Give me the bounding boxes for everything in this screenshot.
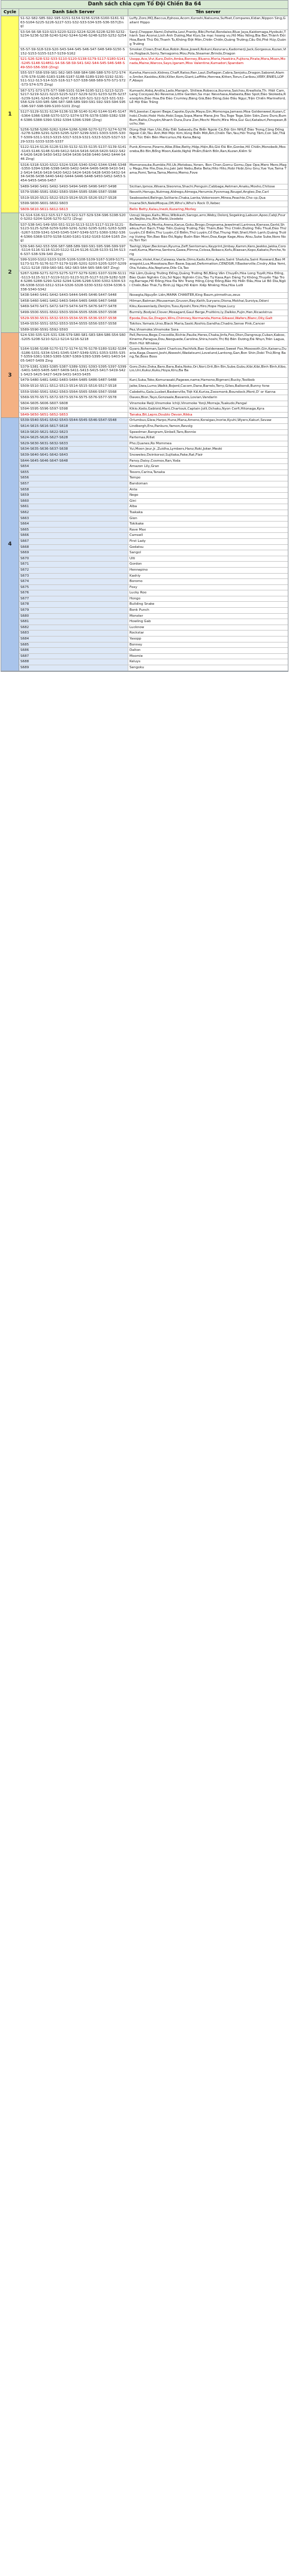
table-row (19, 487, 288, 493)
server-names-cell: Nosegta,Nguyễn Liên,MAMA CHANTER,King Baum,pirmethus,zeus (130, 293, 240, 298)
server-names-cell: Seaboasted,Belingo,Solitarie,Chaka,Lanka,Vokorsoom,Minea,Peachie,Cho cp,Qua (130, 196, 266, 200)
server-names-cell: Vinsmoke Reiji,Vinsmoke Ichiji,Vinsmoke Yonji,Morraja,Tuakudo,Pangal (130, 401, 247, 405)
server-names-cell: Moomie (128, 654, 288, 659)
server-names-cell: Smoker,Clown,Enel,Kue,Robin,Rose,Jowell,Rokuni,Kezuraru,Kadomerji,Jack,Gorgeous,Kuzan,Vice,Hogback,Sorry,Tamagomo,Mou,Pola,Steamer,Brindo,Dragon (130, 48, 287, 56)
server-list-cell: S674 (19, 579, 128, 584)
server-list-cell: S678 (19, 602, 128, 607)
server-names-cell: Epoda,Dos,Go,Dragon,Wiru,Chimney,Normanda,Home,Gibassi,Wafers,Blanc,Oily,Galt (130, 316, 273, 320)
server-list-cell: S24-S30-S35-S25-S31-S36-S79-S80-S81-S83-S84-S86-S54-S60-S205-S208-S210-S212-S214-S216-S218 (19, 333, 128, 346)
server-list-cell: S499-S500-S501-S502-S503-S504-S505-S506-S507-S508 (19, 310, 128, 316)
server-list-cell: S67-S71-S73-S75-S77-S98-S101-S194-S195-S211-S213-S215-S217-S219-S221-S223-S225-S227-S229-S231-S233-S235-S237-S239-S241-S243-S245-S247 (S18-S20-S21-S22-S23-S31-S32-S58-S29-S30-S85-S86-S87-S88-S89-S90-S91-S92-S93-S94-S95-S96-S97-S98-S99-S100-S101 Zing) (19, 89, 128, 110)
server-list-cell: S599-S600-S601-S602-S603 (19, 201, 128, 207)
table-row (19, 545, 288, 551)
table-row (19, 16, 288, 30)
group-rows (19, 418, 288, 670)
table-row (19, 333, 288, 347)
header-servers: Danh Sách Server (19, 9, 128, 16)
table-row (19, 435, 288, 441)
server-list-cell: S458-S460-S461-S462-S463-S464-S465-S466-S467-S468 (19, 299, 128, 304)
table-row (19, 418, 288, 424)
table-row (19, 619, 288, 625)
server-list-cell: S688 (19, 659, 128, 665)
table-row (19, 316, 288, 322)
server-list-cell: S666 (19, 533, 128, 538)
server-list-cell: S21-S26-S28-S32-S33-S110-S120-S138-S179-S117-S180-S141-S245-S148-S148S1-S4-S6-S8-S9-S41-S42-S44-S45-S46-S48-S49-S50-S56-S58 (Zing) (19, 57, 128, 70)
table-row (19, 190, 288, 196)
table-row (19, 475, 288, 481)
table-row (19, 347, 288, 364)
table-row (19, 596, 288, 602)
table-row (19, 430, 288, 436)
server-list-cell: S3-S4-S6-S8-S10-S13-S220-S222-S224-S226-S228-S230-S232-S234-S236-S238-S240-S242-S244-S246-S248-S250-S252-S254 (19, 30, 128, 47)
table-row (19, 201, 288, 207)
server-names-cell: Belleeneo,Oj,Morita,Arena,Karue,Goku,Brogo,Orognama,Jewelmeil,Larirova,Kiensse,Gerld,Shaikua,Puri Bạch,Tháp Tiền,Quảng Trường,Tiệc Thám,Bảo Thủ Chiến,Đường Tiểu Thuế,Đảo Thứ Luyện,Cổ Biểm,Thư Luyện,Cổ Biểm,Thứ Luyện,Cổ Đại,Thung Hiệt,Sheil,Hình Lạnh,Quảng Trường Vương Tôn,Bao Bảo Đỏ,Ngày Buôn Bán Moni,Doa,Kage Kage,Atsu Atsu,Suke Suke,Noro Noro,Tori Tori (130, 223, 287, 243)
server-names-cell: Bello Betty,Kalau,Inezk,Kuzaring,Morley (130, 207, 197, 211)
server-list-cell: S519-S520-S521-S522-S523-S524-S525-S526-S527-S528 (19, 196, 128, 201)
server-names-cell: Orlumbus,Glew,Harpo,Hune,Mana,Ameno,Koraigas,Inoriw,Kyuhi,Wyers,Kakuri,Sevaw (128, 418, 288, 423)
table-row (19, 47, 288, 57)
server-list-cell: S469-S470-S471-S472-S473-S474-S475-S476-S477-S478 (19, 304, 128, 310)
server-names-cell: Alba (128, 504, 288, 510)
server-names-cell: Cabdettu,Gala,Lusbet,Baskerville,Tiệt Kế,Kuriza,Zoosmonk,Boundock,Mont,D' or Kanna (130, 390, 276, 394)
table-row (19, 510, 288, 516)
table-row (19, 665, 288, 671)
table-row (19, 602, 288, 608)
server-list-cell: S379-S381-S383-S385-S387-S389-S391-S393-S395-S397-S399-S401-S403-S405-S407-S409-S411-S413-S415-S417-S419-S421-S423-S425-S427-S429-S431-S433-S435 (19, 365, 128, 378)
table-row (19, 550, 288, 556)
server-list-cell: S267-S269-S271-S273-S275-S277-S279-S281-S107-S109-S111-S113-S115-S117-S119-S121-S123-S125-S127-S129-S282-S284-S286-S288-S290-S292-S294-S296-S298-S300-S302-S304-S306-S308-S310-S312-S314-S326-S328-S330-S332-S334-S336-S338-S340-S342 (19, 271, 128, 292)
server-names-cell: Gini (128, 499, 288, 504)
server-names-cell: Partemas,Rillet (128, 435, 288, 441)
server-names-cell: Tashigi,Viper,Beckman,Ryuma,Zeff,Sentomaru,Keyprint,Jimbay,Kamm,Kero,Jeekko,Jakka,Coronadi,Kuma,Marima,Sentora,Gawa,Plimna,Colosa,Robaco,Kofu,Blaesan,Kopo,Kabato,Porche,Yorig (130, 244, 286, 256)
server-list-cell: S669 (19, 550, 128, 556)
cycle-group (1, 16, 288, 213)
server-list-cell: S667 (19, 539, 128, 544)
table-row (19, 562, 288, 568)
server-names-cell: Rave Max (128, 528, 288, 533)
cycle-number: 2 (1, 213, 19, 333)
table-row (19, 71, 288, 88)
server-names-cell: Hennepino (128, 568, 288, 573)
server-list-cell: S559-S560-S561-S562-S563-S564-S565-S566-S567-S568 (19, 390, 128, 395)
table-row (19, 654, 288, 660)
table-row (19, 608, 288, 614)
table-row (19, 504, 288, 510)
cycle-group (1, 418, 288, 671)
server-list-cell: S679 (19, 608, 128, 613)
server-names-cell: Rockstar (128, 631, 288, 636)
group-rows (19, 333, 288, 417)
table-row (19, 378, 288, 384)
server-names-cell: Tsakaka (128, 510, 288, 516)
server-names-cell: Luffy,Zoro,MQ,Baccus,Ephoss,Acorn,Kuroshi,Natsume,Suffset,Compares,Kidan,Nippon Sing,Gallant Hippo (130, 17, 286, 25)
server-names-cell: Sengoku (128, 665, 288, 671)
table-row (19, 293, 288, 299)
table-row (19, 533, 288, 539)
server-list-cell: S668 (19, 545, 128, 550)
server-names-cell: Howling Gab (128, 619, 288, 625)
cycle-groups (1, 16, 288, 671)
server-list-cell: S634-S635-S636-S637-S638 (19, 447, 128, 452)
table-row (19, 453, 288, 459)
server-list-cell: S609-S610-S611-S612-S613 (19, 207, 128, 213)
server-names-cell: Tanaka,Bit,Lepro,Doublo Devon,Rikka (130, 413, 192, 417)
server-names-cell: Tesoro,Carina,Tanaka (128, 470, 288, 475)
server-names-cell: Kikio,Kodo,Gabloid,Mani,Chartouk,Captain Jolli,Ochaku,Nyon Cerfi,Hitonaga,Kyra (130, 407, 264, 411)
table-row (19, 145, 288, 162)
table-row (19, 407, 288, 413)
server-names-cell: Miyune,Violet,Kiwi,Calaway,Vaela,Olmo,Kado,Kimy,Ayato,Saint Shalulia,Saint Rosward,Bao Marogold,Lua,Mosokaza,Bon Basw,Squad,Deformation,CENDSIR,Y.Baskerville,Cindry,Alba Yemi,Ota,Yulaku,Ala,Neptune,Dile Cà,Tao (130, 258, 287, 270)
server-list-cell: S657 (19, 481, 128, 487)
server-list-cell: S639-S640-S641-S642-S643 (19, 453, 128, 458)
server-list-cell: S659 (19, 493, 128, 498)
server-list-cell: S683 (19, 631, 128, 636)
server-list-cell: S677 (19, 596, 128, 602)
table-row (19, 441, 288, 447)
server-names-cell: Hilman,Batman,Mouseman,Gruvon,Ray,Keith,Suryans,Otona,Mokhai,Suroiya,Odoni (130, 299, 269, 303)
server-list-cell: S589-S590-S591-S592-S593 (19, 328, 128, 333)
server-names-cell: Tempo (128, 475, 288, 481)
server-names-cell: Yui,Moon Jeur,Jr.,Zuidha,Lymbers,Hanz,Roki,Joker,Meoki (128, 447, 288, 452)
table-row (19, 481, 288, 487)
server-names-cell: Gion (128, 516, 288, 522)
server-names-cell: Daves,Bion,Tayo,Gonzaale,Bavarois,Lovian,Vandarin (130, 396, 218, 400)
server-list-cell: S529-S530-S531-S532-S533-S534-S535-S536-S537-S538 (19, 316, 128, 322)
table-row (19, 89, 288, 110)
server-list-cell: S661 (19, 504, 128, 510)
server-names-cell: Camsell (128, 533, 288, 538)
table-row (19, 196, 288, 202)
server-list-cell: S624-S625-S626-S627-S628 (19, 435, 128, 441)
table-row (19, 516, 288, 522)
table-row (19, 568, 288, 574)
table-row (19, 328, 288, 333)
server-names-cell: Ante (128, 487, 288, 493)
server-list-cell: S55-S57-S58-S59-S61-S62-S65-S68-S84-S86-S88-S70-S72-S74-S76-S78-S180-S183-S186-S187-S188-S189-S190-S192-S191-S11-S12-S13-S14-S15-S16-S17-S37-S38-S68-S69-S70-S71-S72-S73-S74-S75 Zing) (19, 71, 128, 87)
server-names-cell: Amazon Lily,Gran (128, 464, 288, 469)
server-list-cell: S579-S580-S581-S582-S583-S584-S585-S586-S587-S588 (19, 190, 128, 195)
table-row (19, 579, 288, 585)
table-row (19, 648, 288, 654)
table-row (19, 223, 288, 244)
table-row (19, 244, 288, 258)
server-names-cell: Tokikake (128, 522, 288, 527)
table-row (19, 631, 288, 637)
server-list-cell: S614-S615-S616-S617-S618 (19, 424, 128, 429)
server-names-cell: Keluys (128, 659, 288, 665)
table-row (19, 464, 288, 470)
table-row (19, 470, 288, 476)
table-row (19, 585, 288, 591)
server-names-cell: Yasopp (128, 637, 288, 642)
server-names-cell: Kureha,Hancock,Kidney,Chaff,Ratso,Ren,Laut,Doflagon,Cabra,Senjoku,Dragon,Saboret,Alamo,Smiler,Kasidou,Kilki,Killer,Kom,Giant,Laffitte,Henrwa,Kitten,Torun,Caribou,VERY,ENIES,LOFF,Abayo (130, 71, 284, 83)
server-names-cell: Bonney (128, 643, 288, 648)
server-names-cell: Pell,Perona,Bege,Crocodile,Richie,Paulie,Heres,Chaka,Jinfa,Foo,Oton,Dangroup,Cuban,Kaboo,Kinemo,Paragua,Dou,Neoguede,Caroline,Shira,hoshi,Thị Bộ Bên Dương,Đá Nhụn,Trên Lagua,Đinh Hút Whiskey (130, 334, 285, 346)
table-row (19, 499, 288, 505)
server-names-cell: Jaike,Siwa,Lumo,Walkk,Bojerd,Cacom,Dane,Barrels,Terry,Gites,Balkondi,Bunny fone (130, 384, 270, 388)
cycle-number: 4 (1, 418, 19, 670)
server-list-cell: S681 (19, 619, 128, 625)
server-names-cell: Foxy (128, 585, 288, 590)
server-list-cell: S316-S318-S320-S322-S324-S326-S340-S342-S344-S346-S348-S350-S394-S396-S398-S400-S402-S404-S406-S408-S410-S412-S414-S416-S418-S420-S422-S424-S426-S428-S430-S432-S434-S436-S438-S440-S442-S444-S446-S448-S450-S452-S453-S454-S455-S456-S457 (19, 163, 128, 184)
sheet-title: Danh sách chia cụm Tổ Đội Chiến Ba 64 (1, 1, 288, 9)
table-row (19, 659, 288, 665)
cycle-group (1, 213, 288, 334)
server-names-cell: Kumashi,Aidoj,Andila,Lado,Mangsh, Shiliew,Robecca,Ikunma,Saichou,Krealtola,Th. Hiệt Cam,Lang Cocoyasi,Nú Reverse,Little Garden,Sa mạc Nevshasa,Alabasta,Bão Spot,Đảo Skokeda,Renolphis,Đảo Hoa,Đá Đảo Crumley,Băng Giá,Bão Đóng,Gáo Đầu Ngục,Trận Chiến Marineford,Lễ Hội Đảo Trắng (130, 89, 286, 105)
server-list-cell: S438-S440-S441-S442-S443-S444-S445-S446-S447-S448 (19, 293, 128, 298)
table-row (19, 447, 288, 453)
server-list-cell: S164-S166-S168-S170-S172-S174-S176-S178-S180-S182-S184-S186-S331-S334-S341-S345-S347-S349-S351-S353-S355-S357-S359-S361-S363-S365-S367-S369-S393-S395-S401-S403-S405-S407-S409 Zing (19, 347, 128, 363)
server-names-cell: Punk,Kimono,Pizarro,Albe,Elbe,Betty,Hiệp,Hiện,Bò,Gió Đá Bin,Gonbe,Hồ Chiến,Monobelk,Mosoreba,Bò Bin,Bổng Moon,Kaido,Nghệ Phẩm,Đánh Bốn,Ran,Kuzan,Kiếm Sĩ (130, 146, 286, 153)
server-list-cell: S670 (19, 556, 128, 562)
table-row (19, 528, 288, 534)
server-names-cell: Pez,Vinsmoke,Vinsmoke Sora (130, 328, 179, 332)
server-list-cell: S644-S645-S646-S647-S648 (19, 459, 128, 464)
server-list-cell: S1-S2-S82-S85-S92-S95-S151-S154-S156-S158-S160-S161-S163-S164-S225-S226-S227-S31-S32-S33-S34-S35-S36-S57(Zing) (19, 16, 128, 29)
server-list-cell: S569-S570-S571-S572-S573-S574-S575-S576-S577-S578 (19, 395, 128, 401)
server-list-cell: S479-S480-S481-S482-S483-S484-S485-S486-S487-S488 (19, 378, 128, 383)
server-names-cell: Speedmer,Rangram,Sinbell,Taro,Bonnie (128, 430, 288, 435)
server-list-cell: S5-S7-S9-S18-S19-S20-S43-S44-S45-S46-S47-S48-S49-S150-S152-S153-S155-S157-S159-S162 (19, 47, 128, 56)
table-row (19, 310, 288, 316)
server-list-cell: S672 (19, 568, 128, 573)
table-row (19, 522, 288, 528)
server-names-cell: Boromo (128, 579, 288, 584)
server-list-cell: S663 (19, 516, 128, 522)
server-list-cell: S682 (19, 625, 128, 631)
table-row (19, 57, 288, 71)
table-row (19, 424, 288, 430)
server-list-cell: S127-S129-S131-S134-S136-S138-S140-S142-S144-S145-S147-S364-S366-S368-S370-S372-S374-S376-S378-S380-S382-S384-S386-S388-S390-S392-S394-S396-S398 (Zing) (19, 110, 128, 126)
table-row (19, 574, 288, 580)
server-list-cell: S39-S40-S42-S53-S56-S87-S88-S89-S90-S91-S95-S96-S99-S97-S114-S116-S118-S120-S122-S124-S126-S128-S133-S134-S136-S37-S38-S39-S40 Zing) (19, 244, 128, 257)
table-row (19, 643, 288, 648)
table-row (19, 322, 288, 328)
table-row (19, 207, 288, 213)
server-list-cell: S594-S595-S596-S597-S598 (19, 407, 128, 412)
table-row (19, 110, 288, 127)
server-list-cell: S1-S14-S16-S12-S15-S17-S23-S22-S27-S29-S34-S96-S198-S200-S202-S204-S206-S270-S272 (Zing) (19, 213, 128, 222)
server-list-cell: S604-S605-S606-S607-S608 (19, 401, 128, 407)
server-names-cell: Sangol (128, 550, 288, 556)
server-names-cell: MrS,Joestar,Caponi Bege,Capote,Gyule,Maya,Gin,Momonga,Jamaso,Moa Goldenweel,Kuzan,Chobi,Chobi,Hobi Holo,Hobi,Soga,Sopa,Mane Mane,Jiro Tsu,Toge Toge,Siên Siên,Zoro Duro,Bum Bum,Balto,Chuyên,Nhanh Dura,Dura Zon,Mochi Mochi,Mira Mira,Gui Gui,Kataburi,Penspean,Buchu,Vas (130, 110, 287, 126)
server-names-cell: Kiku,Kaveenlady,Denjiro,Tusu,Kyoshi,Tore,Hiro,Hope Hope,Lucy (130, 305, 236, 309)
server-names-cell: Building Snake (128, 602, 288, 607)
server-names-cell: Usopp,Ace,Vivi,Kuro,Dolin,Amba,Bonney,Blueno,Moria,Hawkins,Fujitora,Pirate,Mora,Moon,Monada,Maine,Warcos,Sayo,Igaram,Miss Valentine,Kumadori,Spandam (130, 57, 285, 65)
header-cycle: Cycle (1, 9, 19, 16)
server-names-cell: Gordon (128, 562, 288, 567)
table-row (19, 390, 288, 396)
server-list-cell: S99-S100-S102-S103-S105-S106-S108-S109-S167-S169-S171-S173-S175-S176-S177-S179-S195-S201-S203-S205-S207-S209-S211-S218 (S59-S60-S61-S62-S63-S64-S65-S66-S67 Zing) (19, 257, 128, 271)
server-list-cell: S671 (19, 562, 128, 567)
table-row (19, 184, 288, 190)
server-names-cell: Pho,Quanes,Ro Mommea (128, 441, 288, 447)
server-names-cell: Nego (128, 493, 288, 498)
server-list-cell: S673 (19, 574, 128, 579)
header-names: Tên server (195, 10, 221, 14)
table-row (19, 625, 288, 631)
server-names-cell: Lindbergh,Ens,Pankuro,Yamon,Revolg (128, 424, 288, 429)
server-names-cell: Lucknow (128, 625, 288, 631)
server-list-cell: S658 (19, 487, 128, 493)
server-names-cell: Dùng Điệt Hạn Ước,Đầy Đất Sabaody,Đa Biển Ngoài Cả,Đội Gin NHLẺ Đảo Trong,Cộng Đồng Ngoài Cất,Tàu Ảnh,Mới Mộc Kim,Vùng Biển Mới,Âm,Chiến Tàn,Yau,Hỏi Trung Tâm,Con Sắt,Thần Bí,Tức Đến Bên Mercurius,Hệ Kana,Băng (130, 128, 285, 140)
table-row (19, 401, 288, 407)
server-list-cell: S665 (19, 528, 128, 533)
server-list-cell: S686 (19, 648, 128, 653)
server-names-cell: Nevoth,Herugu,Nutmeg,Aldrego,Almega,Herumie,Pyonmag,Rougel,Angleo,Dw,Carl (130, 190, 269, 195)
cycle-number: 3 (1, 333, 19, 417)
table-row (19, 539, 288, 545)
server-list-cell: S655 (19, 470, 128, 475)
server-list-cell: S122-S124-S126-S128-S130-S132-S133-S135-S137-S139-S141-S143-S146-S148-S149-S412-S414-S416-S418-S420-S422-S424-S426-S428-S430-S432-S434-S436-S438-S440-S442-S444-S446 Zing) (19, 145, 128, 162)
table-row (19, 365, 288, 378)
server-names-cell: Lucky Roo (128, 590, 288, 596)
server-names-cell: Bandoman (128, 481, 288, 487)
server-names-cell: Hongo (128, 596, 288, 602)
server-list-cell: S687 (19, 654, 128, 659)
server-names-cell: First Lady (128, 539, 288, 544)
server-list-cell: S654 (19, 464, 128, 469)
server-names-cell: Dalton (128, 648, 288, 653)
table-row (19, 213, 288, 223)
server-list-cell: S664 (19, 522, 128, 527)
table-row (19, 459, 288, 465)
server-list-cell: S675 (19, 585, 128, 590)
table-row (19, 637, 288, 643)
server-names-cell: Gedatsu (128, 545, 288, 550)
server-list-cell: S689 (19, 665, 128, 671)
server-list-cell: S37-S38-S41-S49-S50-S51-S110-S113-S115-S117-S119-S121-S123-S125-S258-S259-S260-S291-S292-S295-S261-S263-S265-S267-S339-S341-S343-S345-S347-S349-S371-S360-S362-S364-S366-S368-S370-S158-S160-S161-S162-S163-S164-S165 Zing) (19, 223, 128, 244)
server-names-cell: Momonosuke,Rumble,Fill,Uk,Motobau,Yonen, Bon Chen,Gomu Gomu,Ope Ope,Mero Mero,Magu Magu,Hie Hie,Doa,Inu,Jaki Jaki Nebu,Beta Beta,Hito Hito,Hobi Hobi,Gnu Gnu,Yue Yue,Tama Tama,Pomi,Tama,Tama,Memo,Memo,Fove (130, 163, 287, 175)
server-list-cell: S539-S540-S541-S542-S543-S544-S545-S546-S547-S548 (19, 418, 128, 423)
table-row (19, 304, 288, 310)
group-rows (19, 16, 288, 213)
server-names-cell: Bonk Punch (128, 608, 288, 613)
group-rows (19, 213, 288, 333)
server-list-cell: S489-S490-S491-S492-S493-S494-S495-S496-S497-S498 (19, 184, 128, 190)
server-list-cell: S680 (19, 614, 128, 619)
server-list-cell: S685 (19, 643, 128, 648)
table-row (19, 384, 288, 390)
table-row (19, 257, 288, 271)
server-list-cell: S662 (19, 510, 128, 516)
table-row (19, 271, 288, 293)
server-list-cell: S629-S630-S631-S632-S633 (19, 441, 128, 447)
server-names-cell: Tokitov,Yamaio,Urso,Black Maria,Saski,Roshio,Gandha,Chadro,Sense Pink,Cancer (130, 322, 265, 326)
server-names-cell: Pansy,Daisy,Cosmos,Ran,Yoda (128, 459, 288, 464)
table-row (19, 556, 288, 562)
table-row (19, 590, 288, 596)
cycle-group (1, 333, 288, 418)
table-row (19, 614, 288, 620)
server-names-cell: Insane3kh,NekoMoqua,Oft,Who's,Who's Rock D,Xebec (130, 202, 221, 206)
server-names-cell: Sicilian,Ipmox,Wisera,Sleonma,Shachi,Penguin,Cabbage,Aetmen,Anaku,Mosho,Chitose (130, 184, 275, 189)
server-list-cell: S256-S258-S260-S262-S264-S266-S268-S270-S272-S274-S276-S278-S289-S291-S293-S295-S297-S299-S301-S303-S305-S307-S309-S311-S313-S315-S317-S319-S321-S323-S325-S327-S329-S331-S333-S335-S337 (19, 128, 128, 144)
server-list-cell: S549-S550-S551-S552-S553-S554-S555-S556-S557-S558 (19, 322, 128, 327)
server-names-cell: Gyaro,Roheman,Saint Charlcos,Pachfolk,Bao Goldenweel,Sweet Fox,Mosoooth,Gin,Kaiseru,Duaria,Kaga,Osaoni,Joshi,Akeeshi,Wadatsumi,Lovelund,Lantong,Gan,Bon Shin,Dobi Thử,Bing Bang,Tai,Boss Boss (130, 347, 287, 359)
server-names-cell: Sanji,Chopper,Nami,Oshetta,Levi,Franky,Bibi,Portal,Rondaiso,Blue Jaya,Kaidomaga,Hyobuki,Thành Sao Aconsi,Linh Ánh Dương,Mai Kiyo,Sa mạc hoang vu,Hồ Màu Nồng,Bia Bar,Thành Đôi Hoa,Bank Thủ Đô,Thanh Tu,Không Đột Môn,Chiến Chiến,Quảng Trường,Cầu Đỏ,Phê Hủy,Quảng Trường (130, 30, 287, 46)
server-names-cell: Ulti (128, 556, 288, 562)
server-names-cell: Monster (128, 614, 288, 619)
server-names-cell: Kuni,Suka,Toko,Komurasaki,Pagewe,name,Hamono,Bigmeni,Bucky,Toolbob (130, 378, 255, 383)
cycle-number: 1 (1, 16, 19, 213)
server-names-cell: Goro,Doto,Doka,Baro,Bara,Bala,Noko,Ori,Nori,Orit,Bin Bin,Sube,Gubu,Kibi,Kibi,Bình Bình,Kibo,Lio,Uni,Kukui,Kuku,Hoya,Kiru,Ba Ba (130, 365, 287, 373)
server-list-cell: S684 (19, 637, 128, 642)
table-row (19, 299, 288, 305)
server-names-cell: Hải Lâm,Quảng Trường Đồng,Quảng Trường Bồ,Bằng Vân Chuyển,Hòa Long Tuyết,Hòa Đồng,Bảo Quán Nghiên Cứu,Sở Ngọc Nghiên Cứu,Tàu Tự Kasa,Rạn Dảng Tự Không,Thuyền Tập Trong,Barrage,Hồ Đồng,Hoa Đa Nhi Trang Hồng,Cộng Đồng,Bảo Hộ Hiển Đầu,Hòa Lê Bồ Dia,Ngôi Chiến,Bảo Thái,Tụ Bình,Lý Ngư,Hồ Kiệm Xiếp Nhiêng Hòa,Hòa Lưới (130, 272, 286, 288)
server-names-cell: Snoweleo,Doinkorsoi,Sujitaka,Pake,Rat,Flair (128, 453, 288, 458)
server-list-sheet (1, 0, 288, 672)
server-list-cell: S649-S650-S651-S652-S653 (19, 413, 128, 418)
server-names-cell: Burmily,Bodyiel,Clover,Mosagard,Gaul Berge,Fruitkiro,ly,Dalkko,Fujin,Hen,Ricaolstrus (130, 311, 273, 314)
table-row (19, 493, 288, 499)
server-list-cell: S509-S510-S511-S512-S513-S514-S515-S516-S517-S518 (19, 384, 128, 389)
server-names-cell: Kashiy (128, 574, 288, 579)
server-list-cell: S619-S620-S621-S622-S623 (19, 430, 128, 435)
server-names-cell: Uzouji,Vegas,Kaitu,Misu,Wibikash,Sarogo,arro,Weby,Oolonj,Sogeking,Labuon,Apoo,Cabji,Fouran,Nejiko,Inu,Rin,Marbi,Usodeto (130, 213, 286, 222)
server-list-cell: S660 (19, 499, 128, 504)
server-list-cell: S676 (19, 590, 128, 596)
table-row (19, 128, 288, 145)
table-row (19, 395, 288, 401)
table-row (19, 163, 288, 184)
table-row (19, 413, 288, 418)
server-list-cell: S656 (19, 475, 128, 481)
table-header (1, 9, 288, 16)
table-row (19, 30, 288, 47)
